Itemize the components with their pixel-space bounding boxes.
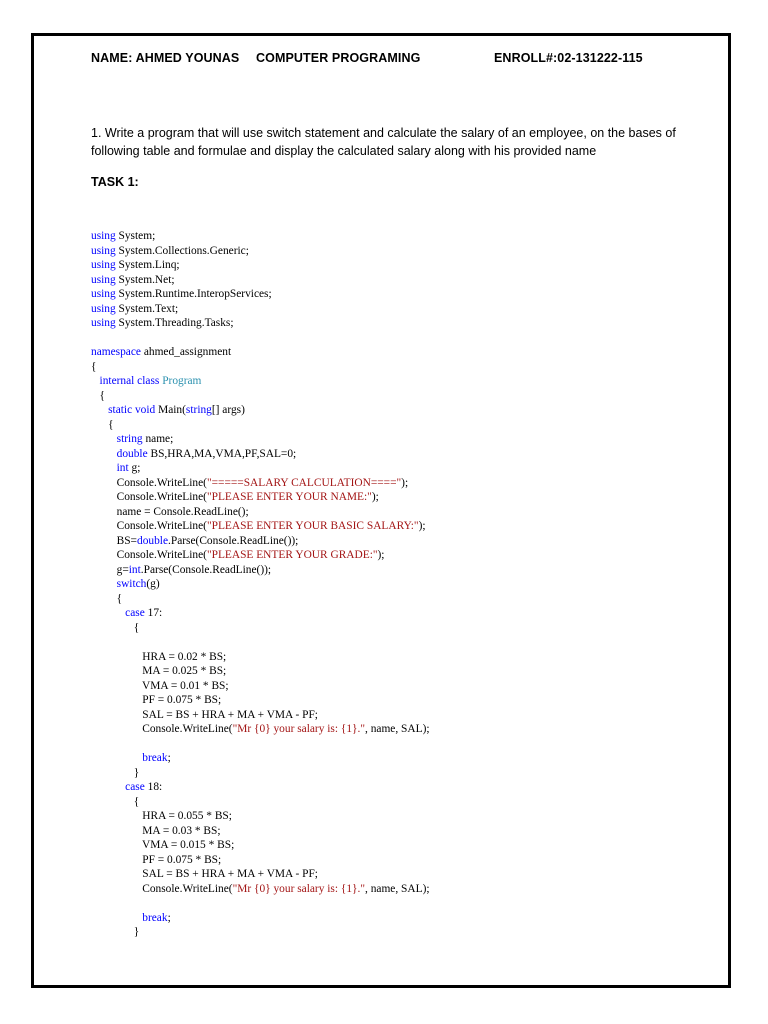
code-token: System.Text;	[118, 302, 179, 315]
code-line	[91, 534, 430, 549]
code-line	[91, 824, 430, 839]
code-token: break	[142, 752, 168, 764]
code-line	[91, 795, 430, 810]
code-token: .Parse(Console.ReadLine());	[140, 563, 272, 576]
code-line	[91, 287, 430, 302]
student-name: NAME: AHMED YOUNAS	[91, 51, 240, 65]
code-token: double	[137, 534, 169, 547]
code-token: SAL = BS + HRA + MA + VMA - PF;	[91, 708, 318, 721]
code-line	[91, 882, 430, 897]
code-token: break	[142, 911, 168, 924]
code-token: internal class	[99, 375, 163, 387]
code-token: ;	[167, 911, 171, 924]
code-token	[91, 375, 100, 387]
code-line	[91, 461, 430, 476]
code-line	[91, 447, 430, 462]
code-line	[91, 650, 430, 665]
code-token: {	[91, 389, 106, 402]
code-token	[91, 404, 108, 416]
code-token: 17:	[147, 607, 163, 619]
code-token: {	[91, 592, 123, 605]
code-token: BS,HRA,MA,VMA,PF,SAL=0;	[150, 447, 297, 460]
code-token	[91, 781, 125, 793]
document-page	[31, 33, 731, 988]
code-token: Program	[162, 375, 202, 387]
course-title: COMPUTER PROGRAMING	[256, 51, 421, 65]
code-listing	[91, 229, 430, 940]
code-line	[91, 766, 430, 781]
code-line	[91, 360, 430, 375]
code-token: "PLEASE ENTER YOUR BASIC SALARY:"	[206, 520, 419, 532]
code-token: );	[377, 549, 385, 561]
code-line	[91, 592, 430, 607]
code-token: System.Threading.Tasks;	[118, 317, 234, 329]
code-token: Main(	[158, 404, 186, 416]
code-token: );	[401, 476, 409, 489]
code-token: {	[91, 418, 114, 431]
code-token: case	[125, 781, 148, 793]
code-token: string	[185, 404, 212, 416]
code-token: g=	[91, 563, 129, 576]
code-line	[91, 229, 430, 244]
code-token: string	[116, 433, 146, 445]
code-token: {	[91, 360, 97, 373]
code-token	[91, 912, 142, 924]
code-token: ;	[167, 752, 171, 764]
code-token: System.Runtime.InteropServices;	[118, 288, 272, 300]
code-line	[91, 389, 430, 404]
code-line	[91, 722, 430, 737]
code-line	[91, 925, 430, 940]
code-token: {	[91, 795, 140, 808]
code-token: int	[116, 462, 132, 474]
code-line	[91, 345, 430, 360]
code-line	[91, 577, 430, 592]
code-line	[91, 635, 430, 650]
code-line	[91, 374, 430, 389]
code-line	[91, 548, 430, 563]
code-line	[91, 621, 430, 636]
code-line	[91, 708, 430, 723]
code-token: HRA = 0.055 * BS;	[91, 810, 232, 822]
code-token: namespace	[91, 346, 144, 358]
code-line	[91, 258, 430, 273]
code-token: 18:	[147, 781, 163, 793]
code-token: g;	[131, 462, 141, 474]
code-token: );	[418, 520, 426, 532]
code-line	[91, 476, 430, 491]
code-token: System.Collections.Generic;	[118, 244, 249, 257]
code-token: {	[91, 621, 140, 634]
code-token: using	[91, 302, 119, 315]
code-line	[91, 418, 430, 433]
code-token: case	[125, 607, 148, 619]
code-token	[91, 462, 117, 474]
code-token: HRA = 0.02 * BS;	[91, 650, 227, 663]
code-token: VMA = 0.015 * BS;	[91, 839, 235, 851]
code-token: [] args)	[211, 404, 245, 416]
code-token: "Mr {0} your salary is: {1}."	[232, 723, 365, 735]
code-line	[91, 780, 430, 795]
code-token: PF = 0.075 * BS;	[91, 694, 222, 706]
code-line	[91, 273, 430, 288]
enroll-number: ENROLL#:02-131222-115	[494, 51, 643, 65]
code-token: using	[91, 288, 119, 300]
code-token: using	[91, 273, 119, 286]
code-token: "=====SALARY CALCULATION===="	[206, 476, 402, 489]
code-token: Console.WriteLine(	[91, 882, 233, 895]
code-line	[91, 867, 430, 882]
code-token: BS=	[91, 534, 137, 547]
code-line	[91, 853, 430, 868]
code-token: MA = 0.03 * BS;	[91, 824, 221, 837]
code-token: Console.WriteLine(	[91, 520, 207, 532]
code-line	[91, 664, 430, 679]
code-token	[91, 607, 125, 619]
code-token: VMA = 0.01 * BS;	[91, 679, 229, 692]
code-line	[91, 606, 430, 621]
code-token	[91, 433, 117, 445]
code-token	[91, 578, 117, 590]
code-token: using	[91, 244, 119, 257]
code-token: Console.WriteLine(	[91, 723, 233, 735]
code-line	[91, 896, 430, 911]
code-line	[91, 693, 430, 708]
code-token: using	[91, 230, 119, 242]
code-line	[91, 737, 430, 752]
code-line	[91, 244, 430, 259]
code-line	[91, 838, 430, 853]
code-token	[91, 752, 142, 764]
code-token: name = Console.ReadLine();	[91, 505, 249, 518]
code-line	[91, 505, 430, 520]
code-token: double	[116, 447, 151, 460]
code-token: using	[91, 259, 119, 271]
code-token	[91, 448, 117, 460]
code-line	[91, 432, 430, 447]
code-token: PF = 0.075 * BS;	[91, 853, 222, 866]
code-token: System;	[118, 230, 156, 242]
code-token: );	[371, 491, 379, 503]
code-line	[91, 316, 430, 331]
code-token: "PLEASE ENTER YOUR NAME:"	[206, 491, 372, 503]
code-line	[91, 679, 430, 694]
code-line	[91, 911, 430, 926]
code-token: static void	[108, 404, 159, 416]
task-label: TASK 1:	[91, 175, 139, 189]
code-token: }	[91, 766, 140, 779]
code-line	[91, 809, 430, 824]
code-line	[91, 490, 430, 505]
code-token: }	[91, 926, 140, 938]
code-token: , name, SAL);	[365, 882, 430, 895]
code-line	[91, 403, 430, 418]
code-line	[91, 302, 430, 317]
code-token: SAL = BS + HRA + MA + VMA - PF;	[91, 868, 318, 880]
code-token: System.Linq;	[118, 259, 180, 271]
code-token: name;	[145, 433, 174, 445]
code-token: , name, SAL);	[365, 723, 430, 735]
code-token: using	[91, 317, 119, 329]
code-token: MA = 0.025 * BS;	[91, 665, 227, 677]
code-token: int	[128, 563, 141, 576]
code-token: "PLEASE ENTER YOUR GRADE:"	[206, 549, 378, 561]
code-line	[91, 519, 430, 534]
code-token: "Mr {0} your salary is: {1}."	[232, 882, 365, 895]
code-token: (g)	[146, 578, 160, 590]
code-token: Console.WriteLine(	[91, 491, 207, 503]
code-line	[91, 563, 430, 578]
code-token: Console.WriteLine(	[91, 476, 207, 489]
code-token: switch	[116, 578, 147, 590]
question-text: 1. Write a program that will use switch statement and calculate the salary of an employee, on the bases of following table and formulae and display the calculated salary along with his provided name	[91, 126, 676, 158]
code-token: ahmed_assignment	[143, 346, 232, 358]
code-line	[91, 751, 430, 766]
code-token: System.Net;	[118, 273, 175, 286]
code-token: .Parse(Console.ReadLine());	[168, 534, 299, 547]
code-line	[91, 331, 430, 346]
code-token: Console.WriteLine(	[91, 549, 207, 561]
